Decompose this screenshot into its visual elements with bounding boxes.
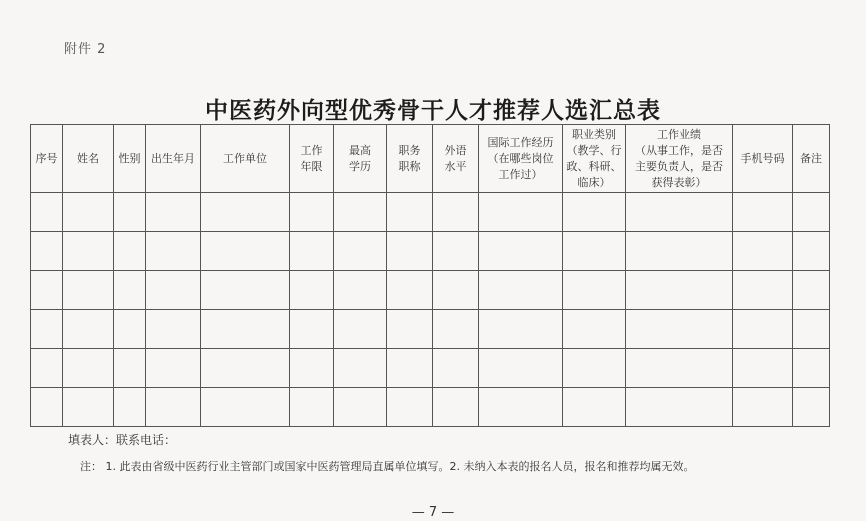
table-cell[interactable] [114, 310, 146, 349]
table-row [31, 388, 830, 427]
table-row [31, 310, 830, 349]
table-cell[interactable] [290, 232, 334, 271]
table-cell[interactable] [626, 232, 733, 271]
table-cell[interactable] [626, 271, 733, 310]
table-cell[interactable] [201, 388, 290, 427]
table-cell[interactable] [793, 349, 830, 388]
table-cell[interactable] [114, 232, 146, 271]
table-cell[interactable] [733, 271, 793, 310]
table-cell[interactable] [63, 271, 114, 310]
table-cell[interactable] [63, 232, 114, 271]
table-cell[interactable] [334, 193, 387, 232]
table-row [31, 271, 830, 310]
table-cell[interactable] [433, 388, 479, 427]
table-cell[interactable] [479, 271, 563, 310]
filler-info: 填表人：联系电话： [68, 433, 177, 447]
table-cell[interactable] [733, 232, 793, 271]
table-cell[interactable] [201, 232, 290, 271]
table-cell[interactable] [63, 388, 114, 427]
table-cell[interactable] [563, 388, 626, 427]
table-cell[interactable] [387, 388, 433, 427]
table-cell[interactable] [733, 349, 793, 388]
column-header: 备注 [793, 125, 830, 193]
column-header: 职务 职称 [387, 125, 433, 193]
table-cell[interactable] [146, 349, 201, 388]
table-row [31, 193, 830, 232]
table-cell[interactable] [793, 232, 830, 271]
table-cell[interactable] [114, 388, 146, 427]
table-row [31, 349, 830, 388]
table-cell[interactable] [146, 310, 201, 349]
table-cell[interactable] [31, 349, 63, 388]
table-cell[interactable] [563, 349, 626, 388]
table-cell[interactable] [433, 349, 479, 388]
column-header: 姓名 [63, 125, 114, 193]
table-cell[interactable] [114, 349, 146, 388]
table-cell[interactable] [733, 193, 793, 232]
table-cell[interactable] [334, 388, 387, 427]
table-cell[interactable] [31, 271, 63, 310]
attachment-label: 附件 2 [64, 42, 107, 57]
table-cell[interactable] [479, 310, 563, 349]
footnote: 注： 1. 此表由省级中医药行业主管部门或国家中医药管理局直属单位填写。2. 未纳入本表的报名人员，报名和推荐均属无效。 [80, 460, 695, 473]
table-cell[interactable] [334, 349, 387, 388]
page-number: — 7 — [411, 505, 455, 520]
table-cell[interactable] [334, 310, 387, 349]
table-cell[interactable] [146, 271, 201, 310]
table-cell[interactable] [563, 271, 626, 310]
table-cell[interactable] [201, 271, 290, 310]
table-cell[interactable] [387, 193, 433, 232]
table-cell[interactable] [733, 388, 793, 427]
table-cell[interactable] [563, 232, 626, 271]
table-cell[interactable] [626, 193, 733, 232]
table-cell[interactable] [146, 388, 201, 427]
table-cell[interactable] [290, 310, 334, 349]
column-header: 国际工作经历 （在哪些岗位 工作过） [479, 125, 563, 193]
table-header-row [31, 125, 830, 193]
table-cell[interactable] [290, 193, 334, 232]
column-header: 性别 [114, 125, 146, 193]
table-cell[interactable] [290, 271, 334, 310]
table-cell[interactable] [31, 388, 63, 427]
table-cell[interactable] [114, 193, 146, 232]
table-cell[interactable] [201, 193, 290, 232]
table-cell[interactable] [479, 349, 563, 388]
table-cell[interactable] [387, 349, 433, 388]
table-cell[interactable] [793, 310, 830, 349]
table-cell[interactable] [479, 388, 563, 427]
column-header: 职业类别 （教学、行 政、科研、 临床） [563, 125, 626, 193]
table-cell[interactable] [563, 310, 626, 349]
table-cell[interactable] [626, 349, 733, 388]
table-cell[interactable] [433, 232, 479, 271]
table-cell[interactable] [387, 310, 433, 349]
table-cell[interactable] [334, 232, 387, 271]
table-cell[interactable] [433, 271, 479, 310]
table-cell[interactable] [733, 310, 793, 349]
table-cell[interactable] [114, 271, 146, 310]
table-cell[interactable] [793, 271, 830, 310]
table-cell[interactable] [201, 310, 290, 349]
table-cell[interactable] [626, 310, 733, 349]
table-cell[interactable] [387, 271, 433, 310]
table-cell[interactable] [63, 193, 114, 232]
table-cell[interactable] [387, 232, 433, 271]
column-header: 工作 年限 [290, 125, 334, 193]
table-cell[interactable] [793, 388, 830, 427]
table-cell[interactable] [63, 349, 114, 388]
table-cell[interactable] [31, 193, 63, 232]
column-header: 手机号码 [733, 125, 793, 193]
summary-table [30, 124, 830, 427]
table-cell[interactable] [146, 193, 201, 232]
table-cell[interactable] [563, 193, 626, 232]
table-cell[interactable] [201, 349, 290, 388]
column-header: 工作单位 [201, 125, 290, 193]
table-row [31, 232, 830, 271]
table-cell[interactable] [31, 232, 63, 271]
table-cell[interactable] [31, 310, 63, 349]
table-cell[interactable] [626, 388, 733, 427]
table-cell[interactable] [433, 310, 479, 349]
table-cell[interactable] [63, 310, 114, 349]
column-header: 序号 [31, 125, 63, 193]
table-cell[interactable] [290, 349, 334, 388]
page-title: 中医药外向型优秀骨干人才推荐人选汇总表 [205, 97, 661, 124]
table-cell[interactable] [290, 388, 334, 427]
table-cell[interactable] [479, 232, 563, 271]
table-cell[interactable] [793, 193, 830, 232]
table-cell[interactable] [479, 193, 563, 232]
table-cell[interactable] [334, 271, 387, 310]
column-header: 工作业绩 （从事工作，是否 主要负责人，是否 获得表彰） [626, 125, 733, 193]
table-cell[interactable] [146, 232, 201, 271]
table-cell[interactable] [433, 193, 479, 232]
column-header: 最高 学历 [334, 125, 387, 193]
column-header: 外语 水平 [433, 125, 479, 193]
column-header: 出生年月 [146, 125, 201, 193]
